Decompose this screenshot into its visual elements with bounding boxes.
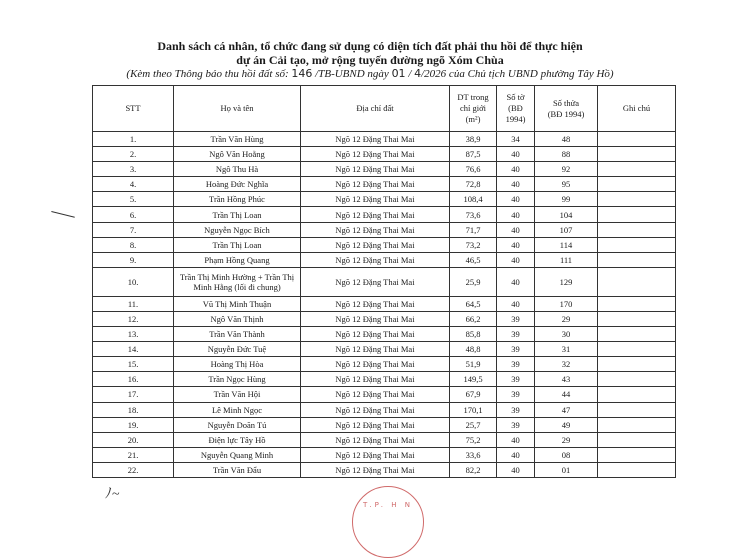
official-stamp — [352, 486, 424, 558]
cell-parcel: 92 — [535, 162, 598, 177]
cell-sheet: 40 — [497, 192, 535, 207]
cell-address: Ngõ 12 Đặng Thai Mai — [301, 296, 450, 311]
cell-area: 67,9 — [450, 387, 497, 402]
subtitle-prefix: (Kèm theo Thông báo thu hồi đất số: — [126, 68, 289, 80]
cell-sheet: 40 — [497, 462, 535, 477]
header-parcel — [535, 86, 598, 132]
header-area-line2: (m²) — [465, 114, 481, 124]
cell-parcel: 32 — [535, 357, 598, 372]
cell-address: Ngõ 12 Đặng Thai Mai — [301, 387, 450, 402]
cell-stt: 20. — [93, 432, 174, 447]
table-row — [93, 311, 676, 326]
cell-sheet: 40 — [497, 252, 535, 267]
table-row — [93, 177, 676, 192]
header-note: Ghi chú — [598, 86, 676, 132]
cell-name: Trần Văn Hùng — [174, 132, 301, 147]
cell-parcel: 47 — [535, 402, 598, 417]
cell-parcel: 88 — [535, 147, 598, 162]
table-row — [93, 222, 676, 237]
cell-stt: 19. — [93, 417, 174, 432]
cell-area: 71,7 — [450, 222, 497, 237]
cell-name: Trần Văn Hội — [174, 387, 301, 402]
cell-area: 73,2 — [450, 237, 497, 252]
cell-parcel: 114 — [535, 237, 598, 252]
handwritten-mark — [51, 203, 76, 218]
cell-note — [598, 372, 676, 387]
cell-sheet: 39 — [497, 387, 535, 402]
stamp-text: T.P. H N — [363, 501, 413, 509]
cell-name: Điện lực Tây Hồ — [174, 432, 301, 447]
header-area — [450, 86, 497, 132]
table-row — [93, 387, 676, 402]
cell-note — [598, 402, 676, 417]
table-row — [93, 432, 676, 447]
cell-note — [598, 296, 676, 311]
cell-sheet: 39 — [497, 342, 535, 357]
cell-note — [598, 432, 676, 447]
cell-sheet: 39 — [497, 327, 535, 342]
cell-sheet: 34 — [497, 132, 535, 147]
cell-parcel: 31 — [535, 342, 598, 357]
cell-stt: 18. — [93, 402, 174, 417]
date-month: 4 — [414, 67, 422, 80]
cell-address: Ngõ 12 Đặng Thai Mai — [301, 162, 450, 177]
cell-sheet: 40 — [497, 267, 535, 296]
cell-parcel: 95 — [535, 177, 598, 192]
cell-stt: 12. — [93, 311, 174, 326]
cell-address: Ngõ 12 Đặng Thai Mai — [301, 177, 450, 192]
cell-name: Trần Thị Loan — [174, 207, 301, 222]
cell-area: 25,7 — [450, 417, 497, 432]
cell-sheet: 39 — [497, 372, 535, 387]
table-row — [93, 192, 676, 207]
cell-name: Trần Thị Loan — [174, 237, 301, 252]
cell-area: 85,8 — [450, 327, 497, 342]
document-title-line2: dự án Cải tạo, mở rộng tuyến đường ngõ Xóm Chùa — [236, 53, 504, 67]
table-row — [93, 252, 676, 267]
land-recovery-table — [92, 85, 676, 478]
table-row — [93, 417, 676, 432]
cell-sheet: 40 — [497, 296, 535, 311]
cell-area: 46,5 — [450, 252, 497, 267]
cell-stt: 14. — [93, 342, 174, 357]
cell-sheet: 40 — [497, 222, 535, 237]
date-separator: / — [408, 68, 412, 80]
cell-name: Ngô Văn Hoằng — [174, 147, 301, 162]
cell-name: Trần Hồng Phúc — [174, 192, 301, 207]
table-row — [93, 372, 676, 387]
cell-parcel: 48 — [535, 132, 598, 147]
cell-stt: 8. — [93, 237, 174, 252]
cell-area: 66,2 — [450, 311, 497, 326]
cell-note — [598, 357, 676, 372]
table-row — [93, 132, 676, 147]
header-stt: STT — [93, 86, 174, 132]
cell-area: 64,5 — [450, 296, 497, 311]
cell-note — [598, 207, 676, 222]
cell-stt: 16. — [93, 372, 174, 387]
notice-number: 146 — [291, 67, 313, 80]
table-row — [93, 462, 676, 477]
header-area-line1: DT trong chỉ giới — [457, 92, 489, 113]
table-row — [93, 357, 676, 372]
cell-area: 51,9 — [450, 357, 497, 372]
table-row — [93, 267, 676, 296]
cell-stt: 9. — [93, 252, 174, 267]
cell-area: 87,5 — [450, 147, 497, 162]
cell-parcel: 01 — [535, 462, 598, 477]
cell-area: 75,2 — [450, 432, 497, 447]
cell-note — [598, 417, 676, 432]
cell-stt: 17. — [93, 387, 174, 402]
cell-name: Lê Minh Ngọc — [174, 402, 301, 417]
cell-note — [598, 311, 676, 326]
cell-note — [598, 387, 676, 402]
cell-sheet: 40 — [497, 207, 535, 222]
table-row — [93, 296, 676, 311]
table-row — [93, 342, 676, 357]
cell-parcel: 170 — [535, 296, 598, 311]
cell-address: Ngõ 12 Đặng Thai Mai — [301, 311, 450, 326]
cell-note — [598, 237, 676, 252]
cell-note — [598, 462, 676, 477]
table-row — [93, 327, 676, 342]
cell-stt: 13. — [93, 327, 174, 342]
cell-name: Nguyễn Ngọc Bích — [174, 222, 301, 237]
cell-sheet: 39 — [497, 357, 535, 372]
cell-area: 73,6 — [450, 207, 497, 222]
cell-area: 25,9 — [450, 267, 497, 296]
cell-area: 108,4 — [450, 192, 497, 207]
cell-name: Phạm Hồng Quang — [174, 252, 301, 267]
cell-address: Ngõ 12 Đặng Thai Mai — [301, 462, 450, 477]
cell-address: Ngõ 12 Đặng Thai Mai — [301, 432, 450, 447]
header-sheet-line1: Số tờ — [506, 92, 525, 102]
cell-name: Trần Thị Minh Hường + Trần Thị Minh Hằng (lối đi chung) — [174, 267, 301, 296]
cell-address: Ngõ 12 Đặng Thai Mai — [301, 237, 450, 252]
cell-stt: 4. — [93, 177, 174, 192]
cell-address: Ngõ 12 Đặng Thai Mai — [301, 342, 450, 357]
cell-name: Nguyễn Quang Minh — [174, 447, 301, 462]
cell-note — [598, 447, 676, 462]
cell-address: Ngõ 12 Đặng Thai Mai — [301, 147, 450, 162]
subtitle-suffix: /2026 của Chủ tịch UBND phường Tây Hồ) — [421, 68, 614, 80]
header-parcel-line1: Số thửa — [552, 97, 580, 108]
cell-address: Ngõ 12 Đặng Thai Mai — [301, 402, 450, 417]
cell-area: 149,5 — [450, 372, 497, 387]
cell-parcel: 99 — [535, 192, 598, 207]
table-row — [93, 237, 676, 252]
cell-address: Ngõ 12 Đặng Thai Mai — [301, 372, 450, 387]
cell-stt: 1. — [93, 132, 174, 147]
cell-note — [598, 267, 676, 296]
table-row — [93, 147, 676, 162]
cell-stt: 10. — [93, 267, 174, 296]
cell-stt: 11. — [93, 296, 174, 311]
cell-note — [598, 162, 676, 177]
cell-address: Ngõ 12 Đặng Thai Mai — [301, 267, 450, 296]
cell-parcel: 107 — [535, 222, 598, 237]
cell-sheet: 40 — [497, 177, 535, 192]
cell-stt: 5. — [93, 192, 174, 207]
cell-parcel: 111 — [535, 252, 598, 267]
cell-stt: 2. — [93, 147, 174, 162]
cell-sheet: 39 — [497, 417, 535, 432]
cell-area: 76,6 — [450, 162, 497, 177]
cell-stt: 21. — [93, 447, 174, 462]
cell-parcel: 129 — [535, 267, 598, 296]
cell-parcel: 30 — [535, 327, 598, 342]
cell-sheet: 39 — [497, 402, 535, 417]
header-address: Địa chỉ đất — [301, 86, 450, 132]
cell-parcel: 49 — [535, 417, 598, 432]
cell-name: Ngô Văn Thịnh — [174, 311, 301, 326]
document-title-line1: Danh sách cá nhân, tổ chức đang sử dụng có diện tích đất phải thu hồi để thực hiện — [157, 39, 583, 53]
cell-address: Ngõ 12 Đặng Thai Mai — [301, 192, 450, 207]
subtitle-mid: /TB-UBND ngày — [315, 68, 389, 80]
signature-squiggle: ﾉ~ — [105, 487, 120, 502]
date-day: 01 — [391, 67, 406, 80]
cell-parcel: 43 — [535, 372, 598, 387]
cell-note — [598, 222, 676, 237]
cell-sheet: 40 — [497, 447, 535, 462]
header-sheet — [497, 86, 535, 132]
header-sheet-line2: (BĐ 1994) — [505, 103, 526, 124]
cell-address: Ngõ 12 Đặng Thai Mai — [301, 417, 450, 432]
header-parcel-line2: (BĐ 1994) — [547, 108, 585, 119]
cell-name: Nguyễn Doãn Tú — [174, 417, 301, 432]
cell-sheet: 40 — [497, 237, 535, 252]
cell-name: Nguyễn Đức Tuệ — [174, 342, 301, 357]
cell-parcel: 104 — [535, 207, 598, 222]
cell-address: Ngõ 12 Đặng Thai Mai — [301, 132, 450, 147]
cell-area: 33,6 — [450, 447, 497, 462]
cell-area: 170,1 — [450, 402, 497, 417]
cell-address: Ngõ 12 Đặng Thai Mai — [301, 252, 450, 267]
cell-name: Hoàng Thị Hòa — [174, 357, 301, 372]
cell-address: Ngõ 12 Đặng Thai Mai — [301, 327, 450, 342]
cell-area: 82,2 — [450, 462, 497, 477]
cell-area: 48,8 — [450, 342, 497, 357]
cell-sheet: 40 — [497, 147, 535, 162]
cell-note — [598, 132, 676, 147]
cell-note — [598, 342, 676, 357]
cell-sheet: 39 — [497, 311, 535, 326]
cell-stt: 6. — [93, 207, 174, 222]
table-row — [93, 402, 676, 417]
table-row — [93, 207, 676, 222]
cell-parcel: 44 — [535, 387, 598, 402]
cell-address: Ngõ 12 Đặng Thai Mai — [301, 447, 450, 462]
cell-area: 72,8 — [450, 177, 497, 192]
table-header-row — [93, 86, 676, 132]
cell-note — [598, 327, 676, 342]
document-subtitle — [0, 67, 740, 81]
cell-stt: 22. — [93, 462, 174, 477]
cell-name: Hoàng Đức Nghĩa — [174, 177, 301, 192]
cell-address: Ngõ 12 Đặng Thai Mai — [301, 207, 450, 222]
cell-parcel: 08 — [535, 447, 598, 462]
cell-note — [598, 177, 676, 192]
cell-name: Trần Văn Thành — [174, 327, 301, 342]
cell-note — [598, 147, 676, 162]
header-name: Họ và tên — [174, 86, 301, 132]
cell-stt: 3. — [93, 162, 174, 177]
cell-sheet: 40 — [497, 432, 535, 447]
cell-note — [598, 192, 676, 207]
table-row — [93, 162, 676, 177]
table-row — [93, 447, 676, 462]
cell-name: Ngô Thu Hà — [174, 162, 301, 177]
cell-parcel: 29 — [535, 432, 598, 447]
cell-parcel: 29 — [535, 311, 598, 326]
cell-name: Trần Văn Đẩu — [174, 462, 301, 477]
cell-stt: 7. — [93, 222, 174, 237]
cell-address: Ngõ 12 Đặng Thai Mai — [301, 357, 450, 372]
cell-area: 38,9 — [450, 132, 497, 147]
cell-note — [598, 252, 676, 267]
cell-name: Vũ Thị Minh Thuận — [174, 296, 301, 311]
cell-sheet: 40 — [497, 162, 535, 177]
cell-address: Ngõ 12 Đặng Thai Mai — [301, 222, 450, 237]
cell-name: Trần Ngọc Hùng — [174, 372, 301, 387]
cell-stt: 15. — [93, 357, 174, 372]
